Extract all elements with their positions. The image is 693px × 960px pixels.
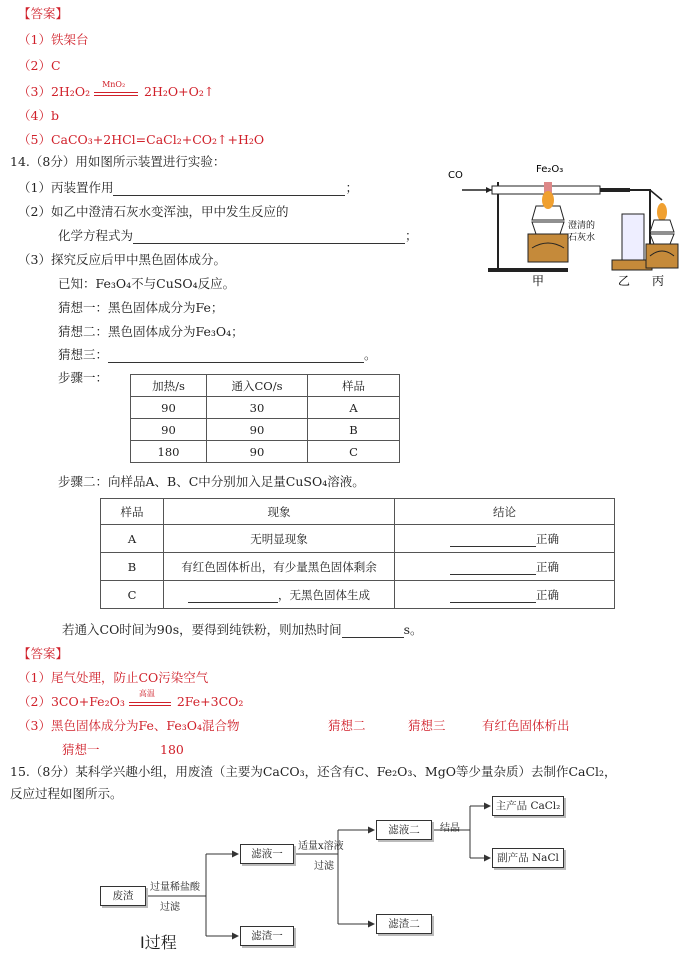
known-info: 已知：Fe₃O₄不与CuSO₄反应。 <box>58 276 236 291</box>
q14-part2: （2）如乙中澄清石灰水变浑浊，甲中发生反应的 <box>18 204 289 219</box>
q14-title: 14.（8分）用如图所示装置进行实验： <box>10 154 226 169</box>
table-row: 90 30 A <box>131 397 400 419</box>
answer-line-3 <box>18 79 215 100</box>
q15-line-2: 反应过程如图所示。 <box>10 786 123 801</box>
step-filter-label: 过滤 <box>160 902 180 913</box>
answer-header: 【答案】 <box>18 6 69 21</box>
q14-last-line: 若通入CO时间为90s，要得到纯铁粉，则加热时间 s。 <box>62 622 423 637</box>
table-row: A 无明显现象 正确 <box>101 525 615 553</box>
answer2-line-3c: 猜想三 <box>408 718 446 733</box>
answer2-header: 【答案】 <box>18 646 69 661</box>
crystallize-label: 结晶 <box>440 823 460 834</box>
by-product-box: 副产品 NaCl <box>492 848 564 868</box>
residue-1-box: 滤渣一 <box>240 926 294 946</box>
answer-line-2: （2）C <box>18 58 61 73</box>
table-row: 90 90 B <box>131 419 400 441</box>
answer2-line-3b: 猜想二 <box>328 718 366 733</box>
fe2o3-label: Fe₂O₃ <box>536 164 564 175</box>
table-row: C ，无黑色固体生成 正确 <box>101 581 615 609</box>
step-filter2-label: 过滤 <box>314 861 334 872</box>
label-yi: 乙 <box>618 274 631 288</box>
step-2: 步骤二：向样品A、B、C中分别加入足量CuSO₄溶液。 <box>58 474 365 489</box>
reaction-arrow: 高温 <box>129 696 173 710</box>
reaction-arrow <box>94 79 140 100</box>
guess-3: 猜想三： 。 <box>58 347 377 362</box>
guess-1: 猜想一：黑色固体成分为Fe； <box>58 300 224 315</box>
process-label: I过程 <box>140 933 177 952</box>
label-jia: 甲 <box>532 274 545 288</box>
table-step1 <box>130 374 400 463</box>
limewater-label-1: 澄清的 <box>568 221 596 231</box>
table-row: B 有红色固体析出，有少量黑色固体剩余 正确 <box>101 553 615 581</box>
step-acid-label: 过量稀盐酸 <box>150 882 200 893</box>
answer-line-1: （1）铁架台 <box>18 32 89 47</box>
q14-part2-line2: 化学方程式为 ； <box>58 228 418 243</box>
q14-part3: （3）探究反应后甲中黑色固体成分。 <box>18 252 226 267</box>
equation-left: （3）2H₂O₂ <box>18 84 95 99</box>
answer2-line-4b: 180 <box>160 742 184 757</box>
waste-box: 废渣 <box>100 886 146 906</box>
answer2-line-3d: 有红色固体析出 <box>482 718 570 733</box>
table-row: 180 90 C <box>131 441 400 463</box>
answer2-line-1: （1）尾气处理，防止CO污染空气 <box>18 670 209 685</box>
answer-line-5: （5）CaCO₃+2HCl=CaCl₂+CO₂↑+H₂O <box>18 132 265 147</box>
flowchart-lines <box>0 790 693 960</box>
answer2-line-4a: 猜想一 <box>62 742 100 757</box>
main-product-box: 主产品 CaCl₂ <box>492 796 564 816</box>
answer2-line-3a: （3）黑色固体成分为Fe、Fe₃O₄混合物 <box>18 718 240 733</box>
table-header-row: 加热/s 通入CO/s 样品 <box>131 375 400 397</box>
step-1: 步骤一： <box>58 370 109 385</box>
catalyst-label: MnO₂ <box>102 79 126 89</box>
filtrate-2-box: 滤液二 <box>376 820 432 840</box>
co-label: CO <box>448 170 463 181</box>
table-step2 <box>100 498 615 609</box>
filtrate-1-box: 滤液一 <box>240 844 294 864</box>
table-header-row: 样品 现象 结论 <box>101 499 615 525</box>
q15-line-1: 15.（8分）某科学兴趣小组，用废渣（主要为CaCO₃，还含有C、Fe₂O₃、MgO等少量杂质）去制作CaCl₂， <box>10 764 617 779</box>
answer2-line-2: （2）3CO+Fe₂O₃ 高温 2Fe+3CO₂ <box>18 688 244 709</box>
guess-2: 猜想二：黑色固体成分为Fe₃O₄； <box>58 324 244 339</box>
answer-line-4: （4）b <box>18 108 59 123</box>
q14-part1: （1）丙装置作用 ； <box>18 180 358 195</box>
limewater-label-2: 石灰水 <box>568 233 596 243</box>
apparatus-figure <box>440 160 680 292</box>
equation-right: 2H₂O+O₂↑ <box>144 84 215 99</box>
step-x-label: 适量x溶液 <box>298 841 344 852</box>
residue-2-box: 滤渣二 <box>376 914 432 934</box>
label-bing: 丙 <box>652 274 665 288</box>
